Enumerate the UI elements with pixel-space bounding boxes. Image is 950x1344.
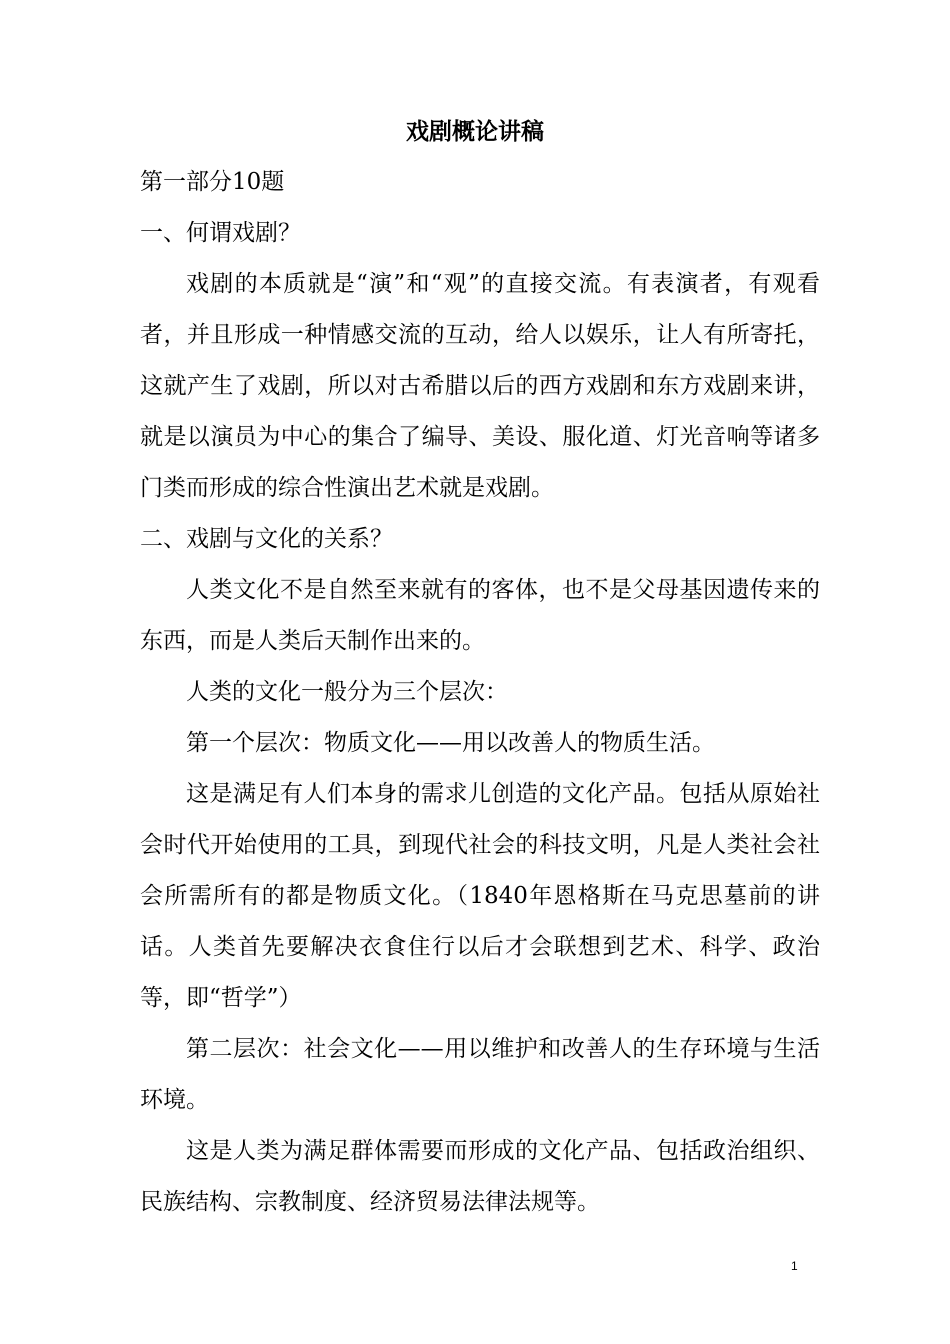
- paragraph: 戏剧的本质就是“演”和“观”的直接交流。有表演者，有观看者，并且形成一种情感交流的互动，给人以娱乐，让人有所寄托，这就产生了戏剧，所以对古希腊以后的西方戏剧和东方戏剧来讲，就是以演员为中心的集合了编导、美设、服化道、灯光音响等诸多门类而形成的综合性演出艺术就是戏剧。: [140, 271, 820, 501]
- document-title: 戏剧概论讲稿: [406, 118, 544, 145]
- section-heading-2: 二、戏剧与文化的关系？: [140, 526, 393, 552]
- page-number: 1: [791, 1259, 798, 1273]
- paragraph: 人类的文化一般分为三个层次：: [186, 679, 508, 705]
- paragraph: 这是人类为满足群体需要而形成的文化产品、包括政治组织、民族结构、宗教制度、经济贸易法律法规等。: [140, 1138, 820, 1215]
- section-heading-1: 一、何谓戏剧？: [140, 220, 301, 246]
- part-heading: 第一部分10题: [140, 169, 285, 195]
- document-body: [140, 157, 820, 1228]
- paragraph: 第一个层次：物质文化——用以改善人的物质生活。: [186, 730, 715, 756]
- paragraph: 人类文化不是自然至来就有的客体，也不是父母基因遗传来的东西，而是人类后天制作出来的。: [140, 577, 820, 654]
- paragraph: 第二层次：社会文化——用以维护和改善人的生存环境与生活环境。: [140, 1036, 820, 1113]
- paragraph: 这是满足有人们本身的需求儿创造的文化产品。包括从原始社会时代开始使用的工具，到现代社会的科技文明，凡是人类社会社会所需所有的都是物质文化。（1840年恩格斯在马克思墓前的讲话。人类首先要解决衣食住行以后才会联想到艺术、科学、政治等，即“哲学”）: [140, 781, 820, 1011]
